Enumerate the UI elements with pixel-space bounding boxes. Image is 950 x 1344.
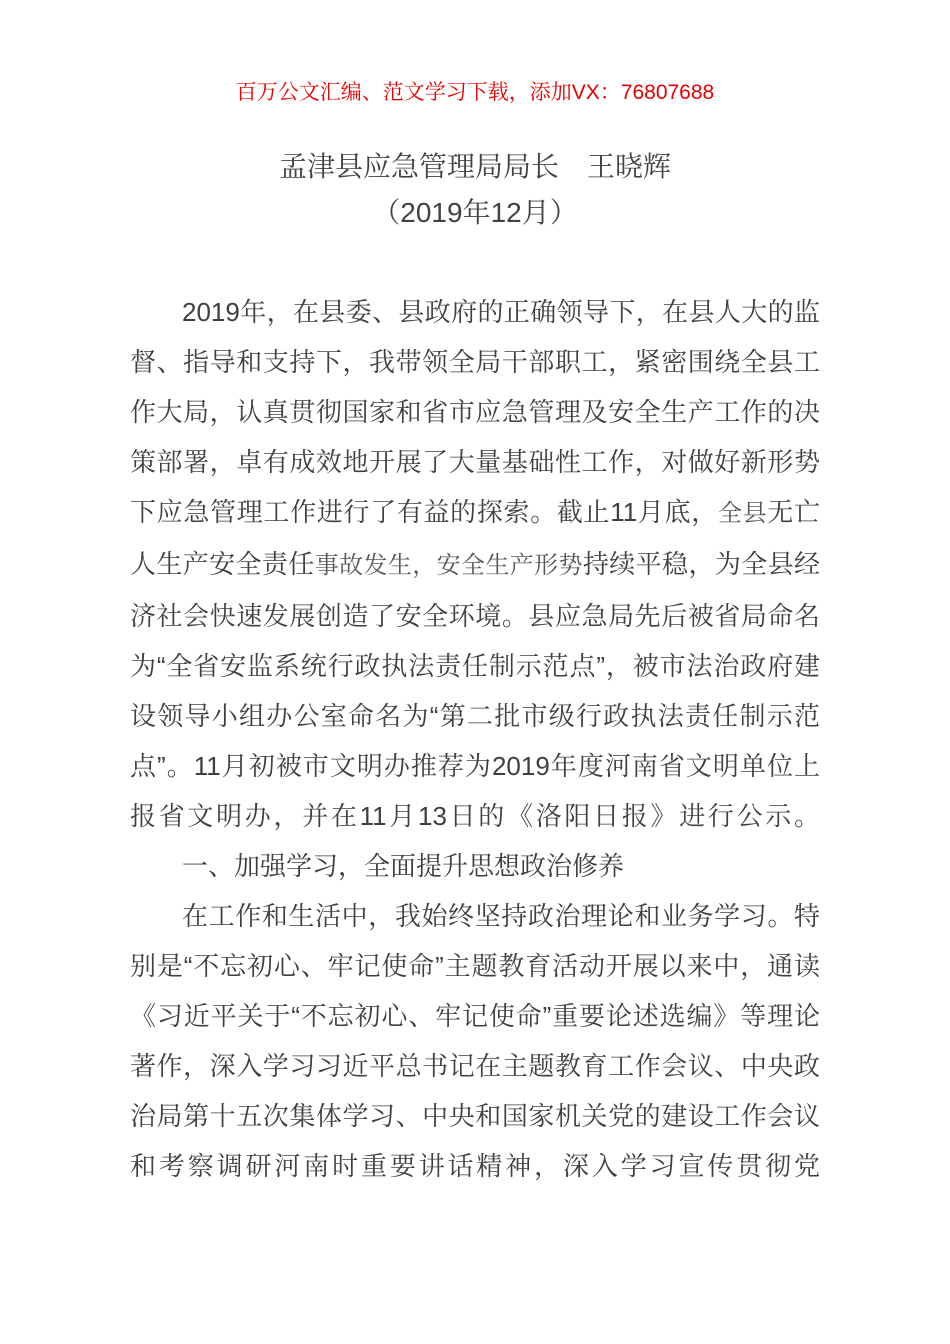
paragraph-intro-segment-2-song: 全县 <box>717 501 768 527</box>
paragraph-intro-segment-3: 无亡人生产安全责任 <box>130 497 820 579</box>
document-body <box>130 287 820 1191</box>
paragraph-intro-segment-4-song: 事故发生，安全生产形势 <box>314 553 583 579</box>
promo-notice: 百万公文汇编、范文学习下载，添加VX：76807688 <box>235 81 715 104</box>
paragraph-intro-segment-5: 持续平稳，为全县经济社会快速发展创造了安全环境。县应急局先后被省局命名为“全省安监系统行政执法责任制示范点”，被市法治政府建设领导小组办公室命名为“第二批市级行政执法责任制示范点”。11月初被市文明办推荐为2019年度河南省文明单位上报省文明办，并在11月13日的《洛阳日报》进行公示。 <box>130 549 820 831</box>
paragraph-intro <box>130 287 820 841</box>
paragraph-section-1: 在工作和生活中，我始终坚持政治理论和业务学习。特别是“不忘初心、牢记使命”主题教育活动开展以来中，通读《习近平关于“不忘初心、牢记使命”重要论述选编》等理论著作，深入学习习近平总书记在主题教育工作会议、中央政治局第十五次集体学习、中央和国家机关党的建设工作会议和考察调研河南时重要讲话精神，深入学习宣传贯彻党 <box>130 901 820 1181</box>
document-date-subtitle: （2019年12月） <box>372 197 578 228</box>
paragraph-intro-segment-1: 2019年，在县委、县政府的正确领导下，在县人大的监督、指导和支持下，我带领全局干部职工，紧密围绕全县工作大局，认真贯彻国家和省市应急管理及安全生产工作的决策部署，卓有成效地开展了大量基础性工作，对做好新形势下应急管理工作进行了有益的探索。截止11月底， <box>130 297 820 527</box>
document-title: 孟津县应急管理局局长 王晓辉 <box>278 151 671 182</box>
section-heading-1: 一、加强学习，全面提升思想政治修养 <box>182 851 625 881</box>
